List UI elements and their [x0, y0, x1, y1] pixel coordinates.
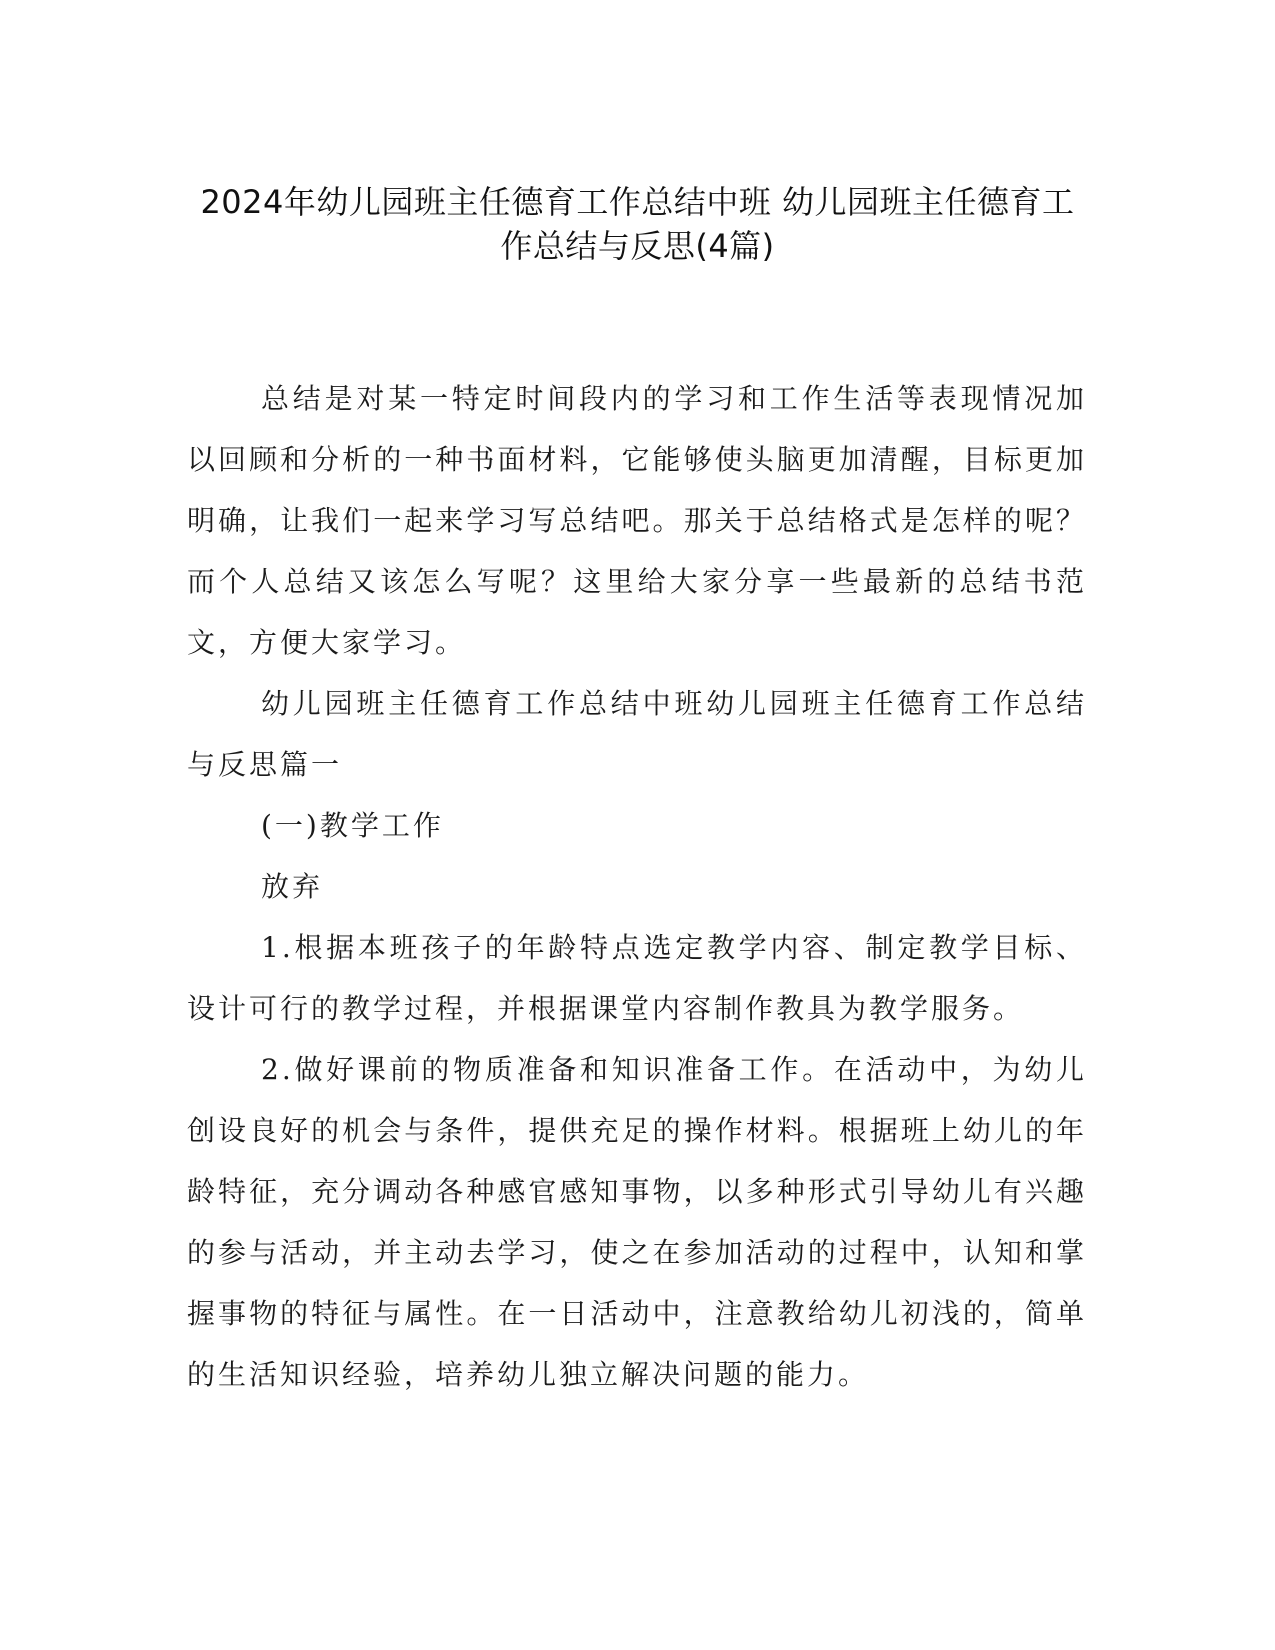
- title-line-2: 作总结与反思(4篇): [500, 227, 775, 265]
- title-line-1: 2024年幼儿园班主任德育工作总结中班 幼儿园班主任德育工: [200, 183, 1075, 221]
- numbered-paragraph-1: 1.根据本班孩子的年龄特点选定教学内容、制定教学目标、设计可行的教学过程，并根据课堂内容制作教具为教学服务。: [187, 931, 1087, 1025]
- subsection-heading: (一)教学工作: [261, 809, 444, 842]
- intro-paragraph: 总结是对某一特定时间段内的学习和工作生活等表现情况加以回顾和分析的一种书面材料，它能够使头脑更加清醒，目标更加明确，让我们一起来学习写总结吧。那关于总结格式是怎样的呢？而个人总结又该怎么写呢？这里给大家分享一些最新的总结书范文，方便大家学习。: [187, 382, 1087, 659]
- short-paragraph: 放弃: [261, 870, 324, 903]
- numbered-paragraph-2: 2.做好课前的物质准备和知识准备工作。在活动中，为幼儿创设良好的机会与条件，提供充足的操作材料。根据班上幼儿的年龄特征，充分调动各种感官感知事物，以多种形式引导幼儿有兴趣的参与活动，并主动去学习，使之在参加活动的过程中，认知和掌握事物的特征与属性。在一日活动中，注意教给幼儿初浅的，简单的生活知识经验，培养幼儿独立解决问题的能力。: [187, 1053, 1087, 1391]
- section-heading-paragraph: 幼儿园班主任德育工作总结中班幼儿园班主任德育工作总结与反思篇一: [187, 687, 1087, 781]
- document-title: [150, 180, 1125, 268]
- document-body: [187, 368, 1087, 1405]
